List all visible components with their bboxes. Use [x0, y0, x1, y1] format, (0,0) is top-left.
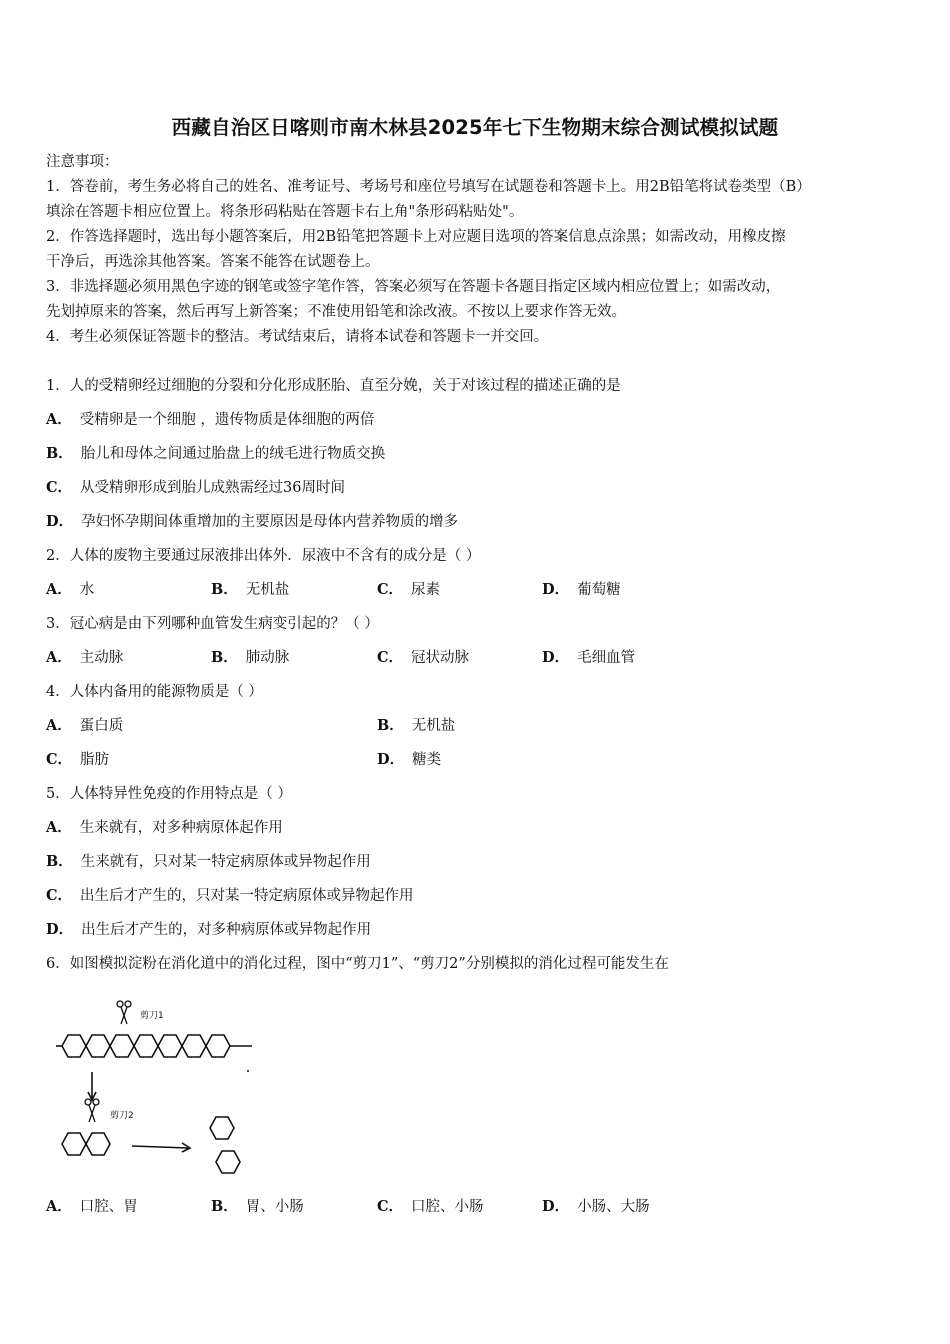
- q1-option-a: A． 受精卵是一个细胞 ，遗传物质是体细胞的两倍: [46, 411, 375, 428]
- glucose-hexagon: [110, 1035, 134, 1057]
- glucose-hexagon: [206, 1035, 230, 1057]
- notice-line: 干净后，再选涂其他答案。答案不能答在试题卷上。: [46, 254, 380, 270]
- q1-option-d: D． 孕妇怀孕期间体重增加的主要原因是母体内营养物质的增多: [46, 513, 459, 530]
- glucose-hexagon: [62, 1035, 86, 1057]
- notice-line: 1．答卷前，考生务必将自己的姓名、准考证号、考场号和座位号填写在试题卷和答题卡上。用2B铅笔将试卷类型（B）: [46, 179, 811, 195]
- glucose-hexagon: [134, 1035, 158, 1057]
- q5-option-a: A． 生来就有，对多种病原体起作用: [46, 819, 283, 836]
- q6-option-c: C． 口腔、小肠: [377, 1198, 484, 1215]
- q3-option-d: D． 毛细血管: [542, 649, 636, 666]
- question-4-stem: 4．人体内备用的能源物质是（ ）: [46, 684, 263, 700]
- q4-option-d: D． 糖类: [377, 751, 442, 768]
- question-3-stem: 3．冠心病是由下列哪种血管发生病变引起的？（ ）: [46, 616, 379, 632]
- q6-option-b: B． 胃、小肠: [211, 1198, 304, 1215]
- q6-option-d: D． 小肠、大肠: [542, 1198, 650, 1215]
- q3-option-c: C． 冠状动脉: [377, 649, 470, 666]
- q2-option-c: C． 尿素: [377, 581, 441, 598]
- glucose-single-hexagon: [210, 1117, 234, 1139]
- glucose-single-hexagon: [216, 1151, 240, 1173]
- q2-option-d: D． 葡萄糖: [542, 581, 621, 598]
- q6-option-a: A． 口腔、胃: [46, 1198, 138, 1215]
- glucose-hexagon: [158, 1035, 182, 1057]
- q4-option-b: B． 无机盐: [377, 717, 456, 734]
- notice-line: 4．考生必须保证答题卡的整洁。考试结束后，请将本试卷和答题卡一并交回。: [46, 329, 549, 345]
- glucose-hexagon: [182, 1035, 206, 1057]
- scissors-2-label: 剪刀2: [110, 1111, 134, 1121]
- notice-line: 3．非选择题必须用黑色字迹的钢笔或签字笔作答，答案必须写在答题卡各题目指定区域内相应位置上；如需改动，: [46, 279, 781, 295]
- starch-digestion-figure: [48, 996, 268, 1185]
- q4-option-c: C． 脂肪: [46, 751, 110, 768]
- notice-line: 先划掉原来的答案，然后再写上新答案；不准使用铅笔和涂改液。不按以上要求作答无效。: [46, 304, 626, 320]
- q3-option-a: A． 主动脉: [46, 649, 124, 666]
- q2-option-b: B． 无机盐: [211, 581, 290, 598]
- starch-diagram: [48, 996, 268, 1181]
- question-5-stem: 5．人体特异性免疫的作用特点是（ ）: [46, 786, 292, 802]
- scissors-1-label: 剪刀1: [140, 1011, 164, 1021]
- q1-option-c: C． 从受精卵形成到胎儿成熟需经过36周时间: [46, 479, 345, 496]
- dot-mark: [247, 1070, 249, 1072]
- maltose-hexagon: [62, 1133, 86, 1155]
- q5-option-c: C． 出生后才产生的，只对某一特定病原体或异物起作用: [46, 887, 414, 904]
- question-6-stem: 6．如图模拟淀粉在消化道中的消化过程，图中“剪刀1”、“剪刀2”分别模拟的消化过程可能发生在: [46, 956, 669, 972]
- q1-option-b: B． 胎儿和母体之间通过胎盘上的绒毛进行物质交换: [46, 445, 386, 462]
- question-2-stem: 2．人体的废物主要通过尿液排出体外．尿液中不含有的成分是（ ）: [46, 548, 481, 564]
- glucose-hexagon: [86, 1035, 110, 1057]
- exam-title: 西藏自治区日喀则市南木林县2025年七下生物期末综合测试模拟试题: [171, 116, 779, 139]
- right-arrow: [132, 1146, 188, 1148]
- q5-option-b: B． 生来就有，只对某一特定病原体或异物起作用: [46, 853, 371, 870]
- q4-option-a: A． 蛋白质: [46, 717, 124, 734]
- notice-heading: 注意事项：: [46, 154, 119, 170]
- q5-option-d: D． 出生后才产生的，对多种病原体或异物起作用: [46, 921, 372, 938]
- notice-line: 2．作答选择题时，选出每小题答案后，用2B铅笔把答题卡上对应题目选项的答案信息点涂黑；如需改动，用橡皮擦: [46, 229, 786, 245]
- q2-option-a: A． 水: [46, 581, 95, 598]
- scissors-2-icon: [85, 1099, 99, 1122]
- maltose-hexagon: [86, 1133, 110, 1155]
- scissors-1-icon: [117, 1001, 131, 1024]
- question-1-stem: 1．人的受精卵经过细胞的分裂和分化形成胚胎、直至分娩，关于对该过程的描述正确的是: [46, 378, 621, 394]
- notice-line: 填涂在答题卡相应位置上。将条形码粘贴在答题卡右上角"条形码粘贴处"。: [46, 204, 524, 220]
- q3-option-b: B． 肺动脉: [211, 649, 290, 666]
